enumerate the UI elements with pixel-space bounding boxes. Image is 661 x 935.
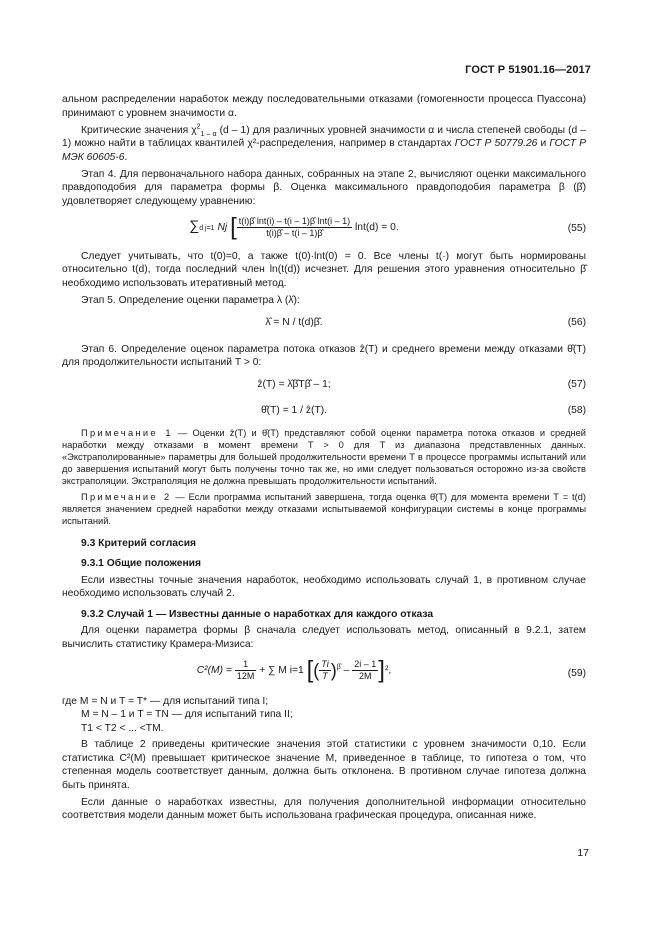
paragraph-continuation: альном распределении наработок между последовательными отказами (гомогенности процесса Пуассона) принимают с уровнем значимости α. <box>62 94 586 119</box>
fraction-numerator: t(i)β̂ lnt(i) – t(i – 1)β̂ lnt(i – 1) <box>238 215 351 226</box>
fraction-denominator: T <box>322 670 328 681</box>
exponent: β̂ <box>336 663 341 671</box>
where-line-3: T1 < T2 < ... <TM. <box>81 722 164 734</box>
equation-tail: ², <box>384 664 392 676</box>
subscript: 1 – α <box>200 130 217 138</box>
note-text: — Оценки ẑ(T) и θ̂(T) представляют собой оценки параметра потока отказов и средней наработки между отказами в момент времени T > 0 для T из диапазона представленных данных. «Экстраполированные» параметры для большей продолжительности времени T в процессе программы испытаний или до завершения испытаний могут быть получены точно так же, но ими следует пользоваться осторожно из-за свойств экстраполяции. Экстраполяция не должна превышать продолжительности испытаний. <box>62 428 586 486</box>
equation-56 <box>62 311 586 337</box>
heading-9-3: 9.3 Критерий согласия <box>81 537 197 549</box>
paragraph-graphical: Если данные о наработках известны, для получения дополнительной информации относительно соответствия модели данным может быть использована графическая процедура, описанная ниже. <box>62 796 586 821</box>
sum-term: + ∑ M i=1 <box>259 664 304 676</box>
text-span: . <box>124 151 128 163</box>
equation-lhs: C²(M) = <box>196 664 232 676</box>
paren-right: ) <box>330 660 337 680</box>
equation-number: (55) <box>567 222 586 234</box>
fraction <box>237 216 352 239</box>
fraction-denominator: 2M <box>358 670 372 681</box>
equation-55 <box>62 212 586 246</box>
text-span: и <box>537 138 550 149</box>
fraction <box>235 659 257 682</box>
equation-number: (59) <box>567 667 586 679</box>
equation-formula: ẑ(T) = λ̂β̂Tβ̂ – 1; <box>257 379 331 390</box>
bracket-left: [ <box>306 656 314 683</box>
equation-58 <box>62 399 586 421</box>
paragraph-critical-values <box>62 124 586 165</box>
equation-number: (58) <box>567 405 586 416</box>
sum-symbol: ∑ <box>189 216 200 233</box>
note-2 <box>62 491 586 527</box>
equation-formula <box>62 656 526 683</box>
where-line-2: M = N – 1 и T = TN — для испытаний типа II; <box>81 709 293 720</box>
fraction <box>352 659 378 682</box>
note-1 <box>62 427 586 487</box>
equation-formula: λ̂ = N / t(d)β̂. <box>265 316 323 328</box>
page-number: 17 <box>577 847 589 859</box>
fraction <box>319 659 330 682</box>
note-label: Примечание 2 <box>81 491 172 502</box>
variable-n: Nj <box>217 221 228 233</box>
equation-number: (56) <box>567 316 586 328</box>
equation-tail: lnt(d) = 0. <box>354 221 399 233</box>
where-line-1: где M = N и T = T* — для испытаний типа I; <box>62 695 269 707</box>
fraction-numerator: 1 <box>235 659 257 671</box>
paragraph-stage-4: Этап 4. Для первоначального набора данных, собранных на этапе 2, вычисляют оценки максимального правдоподобия для параметра формы β. Оценка максимального правдоподобия параметра β (β̂) удовлетворяет следующему уравнению: <box>62 168 586 207</box>
paragraph-normalization: Следует учитывать, что t(0)=0, а также t(0)·lnt(0) = 0. Все члены t(·) могут быть нормированы относительно t(d), тогда последний член ln(t(d)) исчезнет. Для решения этого уравнения относительно β̂ необходимо использовать итеративный метод. <box>62 250 586 289</box>
standard-reference: ГОСТ Р 50779.26 <box>454 138 538 149</box>
text-span: Критические значения χ <box>81 124 197 136</box>
fraction-numerator: Ti <box>321 658 329 669</box>
page-body <box>62 93 586 826</box>
note-text: — Если программа испытаний завершена, тогда оценка θ̂(T) для момента времени T = t(d) является значением средней наработки между отказами испытываемой конфигурации системы в конце программы испытаний. <box>62 491 586 526</box>
bracket-right: ] <box>378 656 385 683</box>
fraction-numerator: 2i – 1 <box>354 658 377 669</box>
fraction-denominator: 12M <box>236 670 255 681</box>
text-span: (d – 1) для различных уровней значимости α и числа степеней свободы (d – 1) можно найти в таблицах квантилей χ²-распределения, например в стандартах <box>62 124 586 149</box>
fraction-denominator: t(i)β̂ – t(i – 1)β̂ <box>266 227 323 238</box>
equation-number: (57) <box>567 379 586 390</box>
paragraph-general: Если известны точные значения наработок, необходимо использовать случай 1, в противном случае необходимо использовать случай 2. <box>62 574 586 599</box>
paragraph-case-1: Для оценки параметра формы β сначала следует использовать метод, описанный в 9.2.1, затем вычислить статистику Крамера-Мизиса: <box>62 625 586 650</box>
note-label: Примечание 1 <box>81 428 173 438</box>
equation-formula <box>62 213 526 240</box>
heading-9-3-2: 9.3.2 Случай 1 — Известны данные о наработках для каждого отказа <box>81 608 434 620</box>
minus-sign: – <box>343 664 350 676</box>
paren-left: ( <box>313 660 320 680</box>
paragraph-stage-6: Этап 6. Определение оценок параметра потока отказов ẑ(T) и среднего времени между отказами θ̂(T) для продолжительности испытаний T > 0: <box>62 343 586 368</box>
paragraph-stage-5: Этап 5. Определение оценки параметра λ (λ̂): <box>81 294 300 306</box>
equation-59 <box>62 655 586 691</box>
sum-limits: d j=1 <box>199 224 215 232</box>
equation-formula: θ̂(T) = 1 / ẑ(T). <box>260 405 328 416</box>
superscript: 2 <box>196 123 201 131</box>
equation-57 <box>62 373 586 395</box>
standard-code-header: ГОСТ Р 51901.16—2017 <box>465 64 591 76</box>
paragraph-table-2: В таблице 2 приведены критические значения этой статистики с уровнем значимости 0,10. Если статистика C²(M) превышает критическое значение M, приведенное в таблице, то гипотеза о том, что степенная модель соответствует данным, должна быть отклонена. В противном случае гипотеза должна быть принята. <box>62 739 586 791</box>
heading-9-3-1: 9.3.1 Общие положения <box>81 558 201 569</box>
bracket-left: [ <box>230 213 237 240</box>
standard-reference: ГОСТ Р МЭК 60605-6 <box>62 138 586 163</box>
